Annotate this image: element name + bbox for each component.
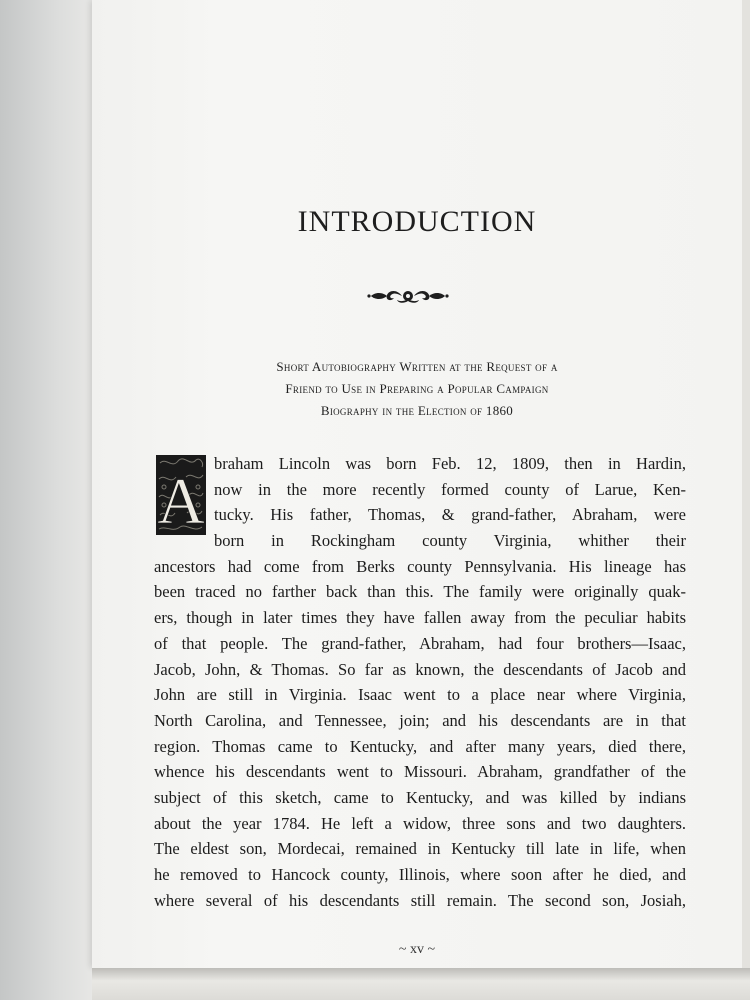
book-left-edge [0, 0, 96, 1000]
subtitle-line: Friend to Use in Preparing a Popular Campaign [285, 381, 549, 396]
subtitle-line: Short Autobiography Written at the Request of a [276, 359, 558, 374]
body-line: The eldest son, Mordecai, remained in Kentucky till late in life, when [154, 839, 686, 859]
book-bottom-edge [92, 968, 750, 1000]
body-line: North Carolina, and Tennessee, join; and his descendants are in that [154, 710, 686, 730]
body-line: born in Rockingham county Virginia, whither their [214, 531, 686, 551]
body-line: region. Thomas came to Kentucky, and after many years, died there, [154, 736, 686, 756]
body-line: John are still in Virginia. Isaac went to a place near where Virginia, [154, 685, 686, 705]
body-line: been traced no farther back than this. The family were originally quak- [154, 582, 686, 602]
body-line: subject of this sketch, came to Kentucky, and was killed by indians [154, 787, 686, 807]
body-line: about the year 1784. He left a widow, three sons and two daughters. [154, 813, 686, 833]
fleuron-ornament-icon [367, 287, 449, 305]
body-line: ers, though in later times they have fallen away from the peculiar habits [154, 608, 686, 628]
drop-cap-letter: A [157, 465, 205, 535]
body-line: whence his descendants went to Missouri. Abraham, grandfather of the [154, 762, 686, 782]
page-right-edge [742, 0, 750, 968]
body-line: braham Lincoln was born Feb. 12, 1809, then in Hardin, [214, 454, 686, 473]
body-line: of that people. The grand-father, Abraham, had four brothers—Isaac, [154, 633, 686, 653]
body-line: Jacob, John, & Thomas. So far as known, the descendants of Jacob and [154, 659, 686, 679]
subtitle-line: Biography in the Election of 1860 [320, 403, 514, 418]
body-line: now in the more recently formed county of Larue, Ken- [214, 479, 686, 499]
body-line: tucky. His father, Thomas, & grand-father, Abraham, were [214, 505, 686, 525]
page-title: INTRODUCTION [297, 205, 537, 238]
body-line: he removed to Hancock county, Illinois, where soon after he died, and [154, 865, 686, 884]
page-number: ~ xv ~ [398, 942, 436, 957]
document-subtitle [192, 356, 642, 422]
body-text [154, 451, 686, 913]
body-line: where several of his descendants still remain. The second son, Josiah, [154, 890, 686, 910]
body-line: ancestors had come from Berks county Pennsylvania. His lineage has [154, 556, 686, 576]
